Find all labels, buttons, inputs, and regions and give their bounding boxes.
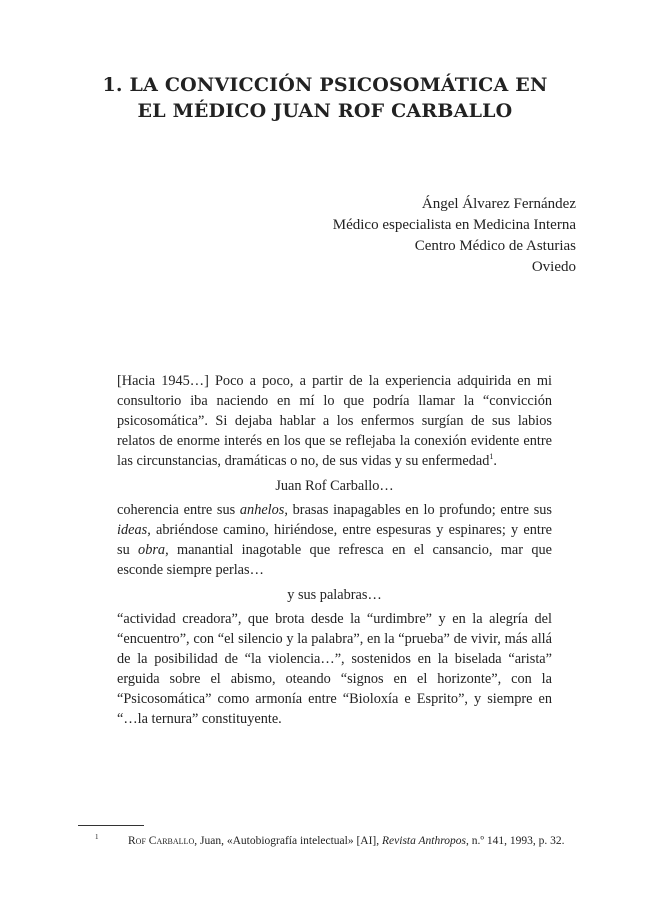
author-name: Ángel Álvarez Fernández (421, 196, 576, 212)
footnote: 1 Rof Carballo, Juan, «Autobiografía intelectual» [AI], Revista Anthropos, n.º 141, 1993, p. 32. (95, 833, 565, 847)
paragraph-quote-1-text: [Hacia 1945…] Poco a poco, a partir de la experiencia adquirida en mi consultorio iba naciendo en mí lo que podría llamar la “convicción psicosomática”. Si dejaba hablar a los enfermos surgían de sus labios relatos de enorme interés en los que se reflejaba la conexión evidente entre las circunstancias, dramáticas o no, de sus vidas y su enfermedad (117, 373, 552, 469)
paragraph-2-text-d: , manantial inagotable que refresca en el cansancio, mar que esconde siempre perlas… (117, 542, 552, 578)
paragraph-2-text-c: , abriéndose camino, hiriéndose, entre espesuras y espinares; y entre su (117, 522, 552, 558)
paragraph-3: “actividad creadora”, que brota desde la “urdimbre” y en la alegría del “encuentro”, con “el silencio y la palabra”, en la “prueba” de vivir, más allá de la posibilidad de “la violencia…”, sostenidos en la biselada “arista” erguida sobre el abismo, oteando “signos en el horizonte”, con la “Psicosomática” como armonía entre “Bioloxía e Esprito”, y siempre en “…la ternura” constituyente. (117, 611, 552, 727)
paragraph-2-ideas: ideas (117, 522, 148, 538)
author-city: Oviedo (531, 259, 576, 275)
paragraph-2-text-b: , brasas inapagables en lo profundo; entre sus (284, 502, 552, 518)
author-position: Médico especialista en Medicina Interna (332, 217, 576, 233)
footnote-text-a: , Juan, «Autobiografía intelectual» [AI], (194, 835, 383, 847)
footnote-divider (78, 825, 144, 826)
paragraph-2-anhelos: anhelos (239, 502, 285, 518)
author-block (333, 194, 576, 278)
footnote-text-b: , n.º 141, 1993, p. 32. (466, 835, 565, 847)
body-text (117, 371, 552, 729)
chapter-title-line-2: EL MÉDICO JUAN ROF CARBALLO (137, 100, 513, 122)
paragraph-2-obra: obra (138, 542, 166, 558)
footnote-journal: Revista Anthropos (382, 835, 467, 847)
paragraph-2 (117, 500, 552, 580)
paragraph-2-text-a: coherencia entre sus (117, 502, 240, 518)
chapter-title (80, 72, 570, 124)
paragraph-quote-1 (117, 371, 552, 471)
chapter-title-line-1: 1. LA CONVICCIÓN PSICOSOMÁTICA EN (102, 74, 548, 96)
footnote-reference[interactable]: 1 (489, 452, 494, 462)
author-institution: Centro Médico de Asturias (414, 238, 576, 254)
attribution-line: Juan Rof Carballo… (275, 478, 394, 494)
paragraph-quote-1-end: . (493, 453, 497, 469)
palabras-line: y sus palabras… (287, 587, 382, 603)
footnote-author: Rof Carballo (128, 835, 195, 847)
